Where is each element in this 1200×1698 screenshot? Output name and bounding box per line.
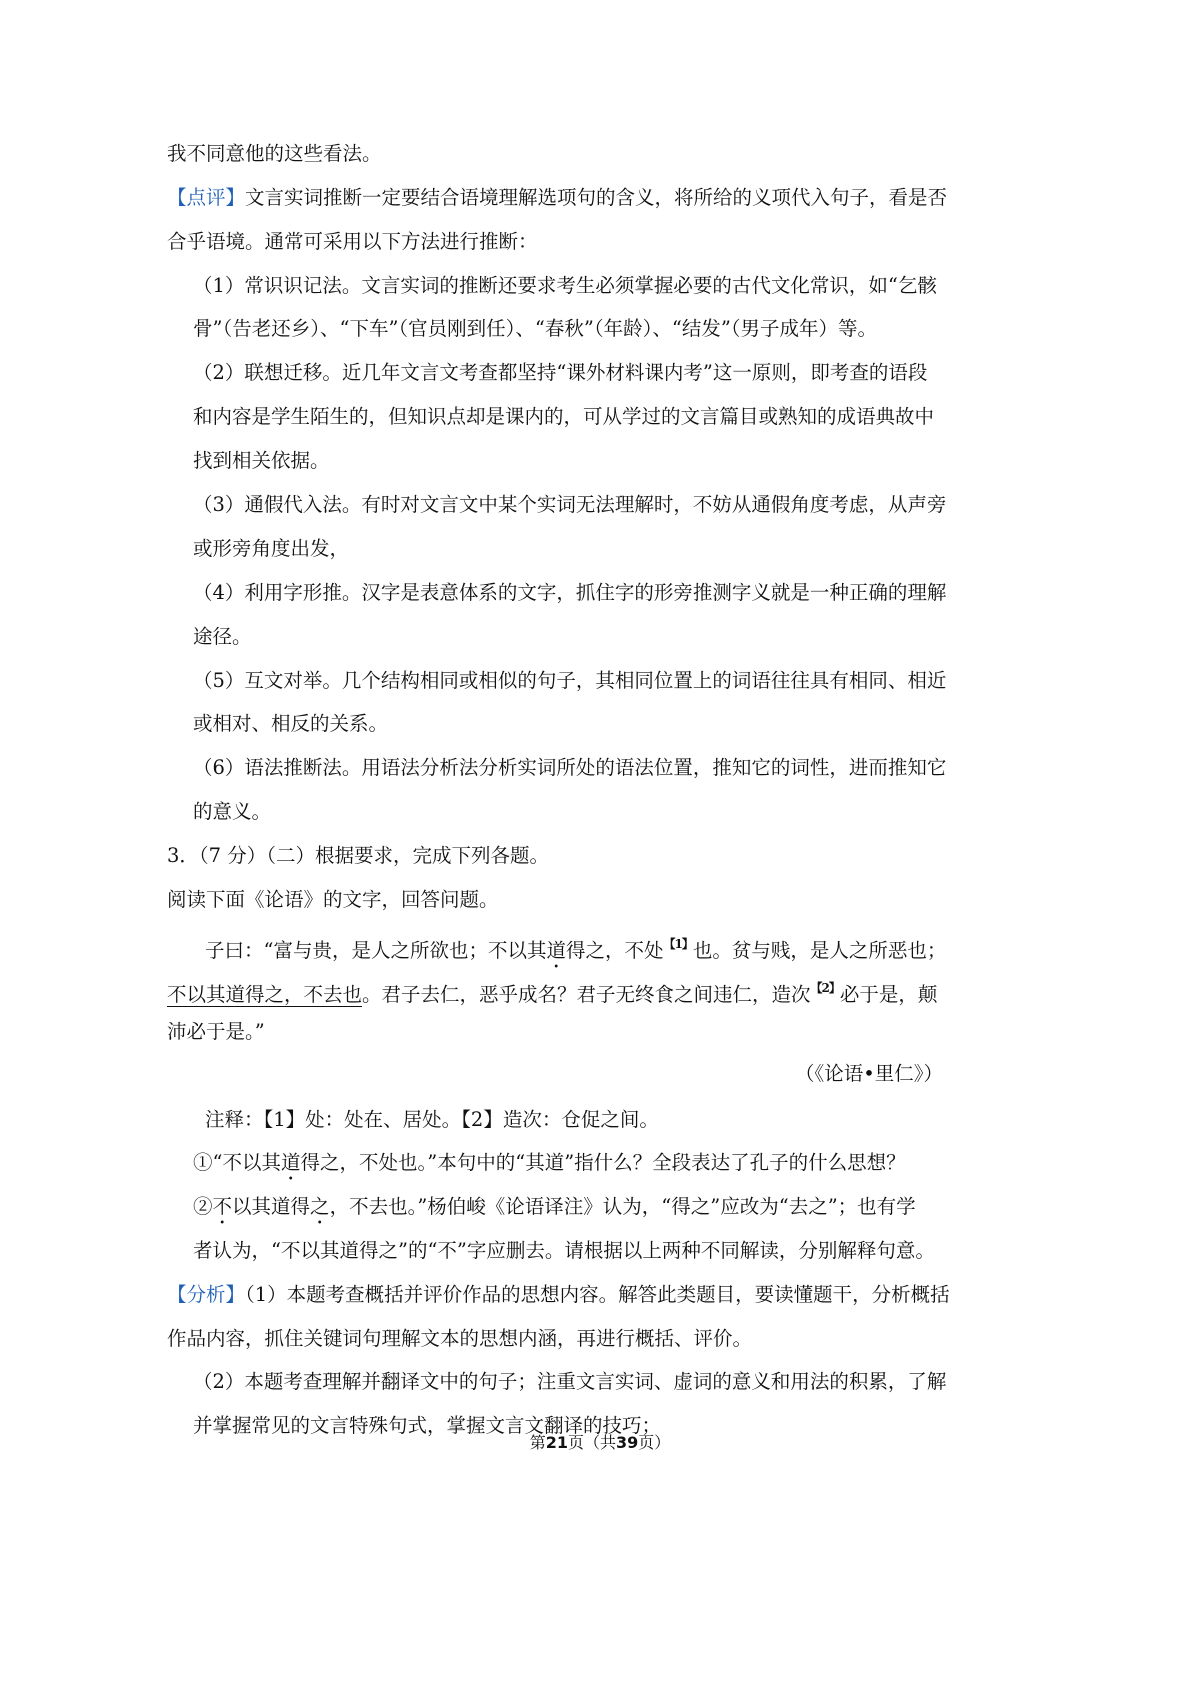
method-item: （4）利用字形推。汉字是表意体系的文字，抓住字的形旁推测字义就是一种正确的理解	[193, 581, 947, 604]
emphasis-char: 之	[310, 1195, 330, 1218]
footnote-marker: 【2】	[810, 981, 840, 995]
page-total: 39	[616, 1433, 639, 1452]
page-footer	[0, 1432, 1200, 1454]
footer-text: 页）	[638, 1433, 671, 1452]
text-line: 途径。	[193, 625, 252, 648]
text-line: 合乎语境。通常可采用以下方法进行推断：	[167, 230, 538, 253]
source-citation: （《论语•里仁》）	[795, 1062, 944, 1085]
text-line: 和内容是学生陌生的，但知识点却是课内的，可从学过的文言篇目或熟知的成语典故中	[193, 405, 935, 428]
question-text: 以其道得	[232, 1195, 311, 1218]
passage-text: 得之，不处	[566, 939, 664, 962]
footnote-marker: 【1】	[663, 937, 693, 951]
analysis-paragraph	[167, 1282, 950, 1308]
passage-text: 必于是，颠	[839, 983, 938, 1006]
text-line: 的意义。	[193, 800, 272, 823]
comment-paragraph	[167, 185, 947, 211]
question-text: ，不去也。”杨伯峻《论语译注》认为，“得之”应改为“去之”；也有学	[329, 1195, 916, 1218]
method-item: （6）语法推断法。用语法分析法分析实词所处的语法位置，推知它的词性，进而推知它	[193, 756, 947, 779]
footer-text: 第	[529, 1433, 546, 1452]
question-text: 得之，不处也。”本句中的“其道”指什么？全段表达了孔子的什么思想？	[300, 1151, 906, 1174]
underlined-sentence: 不以其道得之，不去也	[167, 983, 363, 1006]
classical-passage-line	[205, 931, 946, 973]
method-item: （1）常识识记法。文言实词的推断还要求考生必须掌握必要的古代文化常识，如“乞骸	[193, 274, 937, 297]
question-text: ①“不以其	[193, 1151, 281, 1174]
method-item: （2）联想迁移。近几年文言文考查都坚持“课外材料课内考”这一原则，即考查的语段	[193, 361, 928, 384]
text-line: 或形旁角度出发，	[193, 537, 350, 560]
classical-passage-line	[167, 975, 937, 1008]
text-line: 文言实词推断一定要结合语境理解选项句的含义，将所给的义项代入句子，看是否	[245, 186, 948, 209]
question-heading: 3．（7 分）（二）根据要求，完成下列各题。	[167, 844, 550, 867]
sub-question-2	[193, 1194, 916, 1229]
passage-text: 子曰：“富与贵，是人之所欲也；不以其	[205, 939, 547, 962]
emphasis-char: 道	[546, 939, 566, 962]
analysis-tag: 【分析】	[167, 1283, 246, 1306]
reading-instruction: 阅读下面《论语》的文字，回答问题。	[167, 888, 499, 911]
passage-text: 。君子去仁，恶乎成名？君子无终食之间违仁，造次	[362, 983, 811, 1006]
emphasis-char: 道	[280, 1151, 301, 1174]
text-line: 我不同意他的这些看法。	[167, 142, 382, 165]
method-item: （3）通假代入法。有时对文言文中某个实词无法理解时，不妨从通假角度考虑，从声旁	[193, 493, 947, 516]
question-text: ②	[193, 1195, 213, 1218]
emphasis-char: 不	[212, 1195, 233, 1218]
text-line: 作品内容，抓住关键词句理解文本的思想内涵，再进行概括、评价。	[167, 1327, 753, 1350]
text-line: 并掌握常见的文言特殊句式，掌握文言文翻译的技巧；	[193, 1414, 662, 1437]
text-line: 者认为，“不以其道得之”的“不”字应删去。请根据以上两种不同解读，分别解释句意。	[193, 1239, 935, 1262]
text-line: 找到相关依据。	[193, 449, 330, 472]
annotation-note: 注释：【1】处：处在、居处。【2】造次：仓促之间。	[205, 1108, 659, 1131]
text-line: （1）本题考查概括并评价作品的思想内容。解答此类题目，要读懂题干，分析概括	[245, 1283, 950, 1306]
classical-passage-line: 沛必于是。”	[167, 1020, 265, 1043]
method-item: （5）互文对举。几个结构相同或相似的句子，其相同位置上的词语往往具有相同、相近	[193, 669, 947, 692]
sub-question-1	[193, 1150, 906, 1185]
text-line: 或相对、相反的关系。	[193, 712, 389, 735]
analysis-item: （2）本题考查理解并翻译文中的句子；注重文言实词、虚词的意义和用法的积累，了解	[193, 1370, 947, 1393]
text-line: 骨”（告老还乡）、“下车”（官员刚到任）、“春秋”（年龄）、“结发”（男子成年）等。	[193, 317, 878, 340]
comment-tag: 【点评】	[167, 186, 246, 209]
passage-text: 也。贫与贱，是人之所恶也；	[692, 939, 947, 962]
page-number: 21	[545, 1433, 568, 1452]
footer-text: 页（共	[567, 1433, 616, 1452]
